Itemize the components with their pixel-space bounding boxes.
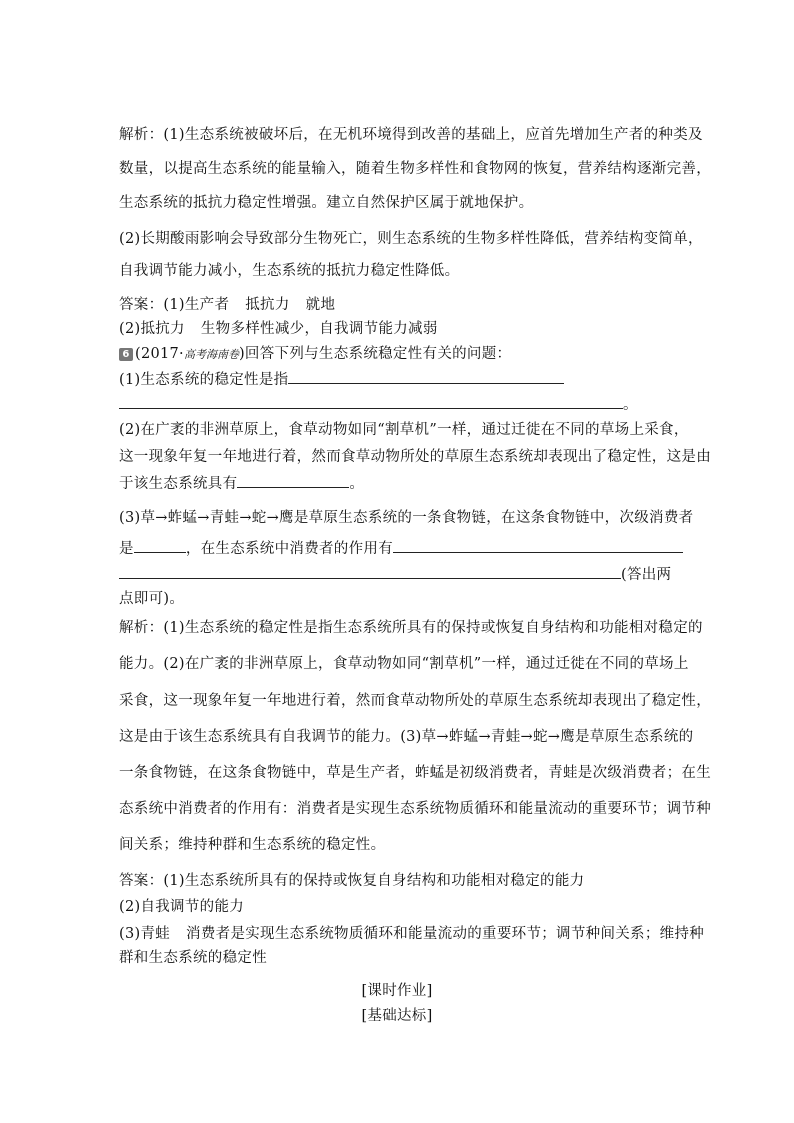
answer-part: 消费者是实现生态系统物质循环和能量流动的重要环节；调节种间关系；维持种 xyxy=(186,926,705,942)
question-text: ，在生态系统中消费者的作用有 xyxy=(185,541,394,557)
answer-blank xyxy=(237,473,349,488)
question-part-2 xyxy=(119,473,364,493)
question-text: (1)生态系统的稳定性是指 xyxy=(119,372,289,388)
question-source: 高考海南卷 xyxy=(183,348,239,361)
answer-blank xyxy=(119,394,623,409)
analysis-line: 采食，这一现象年复一年地进行着，然而食草动物所处的草原生态系统却表现出了稳定性， xyxy=(119,693,711,709)
answer-line: (2)自我调节的能力 xyxy=(119,899,245,915)
analysis-line: 解析：(1)生态系统被破坏后，在无机环境得到改善的基础上，应首先增加生产者的种类及 xyxy=(119,127,703,143)
question-text: (答出两 xyxy=(621,567,672,583)
question-part-3: (3)草→蚱蜢→青蛙→蛇→鹰是草原生态系统的一条食物链，在这条食物链中，次级消费者 xyxy=(119,510,694,526)
analysis-line: 自我调节能力减小，生态系统的抵抗力稳定性降低。 xyxy=(119,263,460,279)
answer-blank xyxy=(393,538,683,553)
answer-blank xyxy=(119,564,621,579)
question-text: 于该生态系统具有 xyxy=(119,476,238,492)
section-heading: [课时作业] xyxy=(361,983,433,999)
answer-part: (2)抵抗力 xyxy=(119,321,185,337)
analysis-line: 间关系；维持种群和生态系统的稳定性。 xyxy=(119,837,386,853)
answer-line: 答案：(1)生态系统所具有的保持或恢复自身结构和功能相对稳定的能力 xyxy=(119,873,585,889)
answer-blank xyxy=(134,538,186,553)
answer-part: (3)青蛙 xyxy=(119,926,171,942)
answer-part: 生物多样性减少，自我调节能力减弱 xyxy=(200,321,438,337)
answer-line xyxy=(119,296,335,314)
question-stem: )回答下列与生态系统稳定性有关的问题： xyxy=(238,346,512,362)
answer-part: 抵抗力 xyxy=(245,297,290,313)
question-part-3 xyxy=(119,564,671,584)
analysis-line: 一条食物链，在这条食物链中，草是生产者，蚱蜢是初级消费者，青蛙是次级消费者；在生 xyxy=(119,765,711,781)
question-text: 。 xyxy=(349,476,365,492)
question-part-1-cont xyxy=(119,394,638,414)
answer-part: 答案：(1)生产者 xyxy=(119,297,230,313)
question-year: (2017· xyxy=(135,346,184,362)
answer-part: 就地 xyxy=(305,297,336,313)
analysis-line: 数量，以提高生态系统的能量输入，随着生物多样性和食物网的恢复，营养结构逐渐完善， xyxy=(119,161,711,177)
section-heading: [基础达标] xyxy=(361,1008,433,1024)
analysis-line: 这是由于该生态系统具有自我调节的能力。(3)草→蚱蜢→青蛙→蛇→鹰是草原生态系统的 xyxy=(119,729,694,745)
question-part-2: 这一现象年复一年地进行着，然而食草动物所处的草原生态系统却表现出了稳定性，这是由 xyxy=(119,449,711,465)
analysis-line: 生态系统的抵抗力稳定性增强。建立自然保护区属于就地保护。 xyxy=(119,195,534,211)
answer-line xyxy=(119,925,704,943)
question-part-2: (2)在广袤的非洲草原上，食草动物如同“割草机”一样，通过迁徙在不同的草场上采食， xyxy=(119,422,689,438)
question-part-3: 点即可)。 xyxy=(119,591,185,607)
question-header xyxy=(119,345,511,364)
answer-line: 群和生态系统的稳定性 xyxy=(119,950,267,966)
analysis-line: 解析：(1)生态系统的稳定性是指生态系统所具有的保持或恢复自身结构和功能相对稳定的 xyxy=(119,620,703,636)
question-text: 是 xyxy=(119,541,134,557)
question-part-3 xyxy=(119,538,683,558)
question-number-badge: 6 xyxy=(119,348,133,361)
question-text: 。 xyxy=(623,397,638,413)
analysis-line: 能力。(2)在广袤的非洲草原上，食草动物如同“割草机”一样，通过迁徙在不同的草场上 xyxy=(119,656,689,672)
answer-line xyxy=(119,320,438,338)
analysis-line: 态系统中消费者的作用有：消费者是实现生态系统物质循环和能量流动的重要环节；调节种 xyxy=(119,801,711,817)
answer-blank xyxy=(288,369,564,384)
question-part-1 xyxy=(119,369,564,389)
analysis-line: (2)长期酸雨影响会导致部分生物死亡，则生态系统的生物多样性降低，营养结构变简单， xyxy=(119,231,703,247)
